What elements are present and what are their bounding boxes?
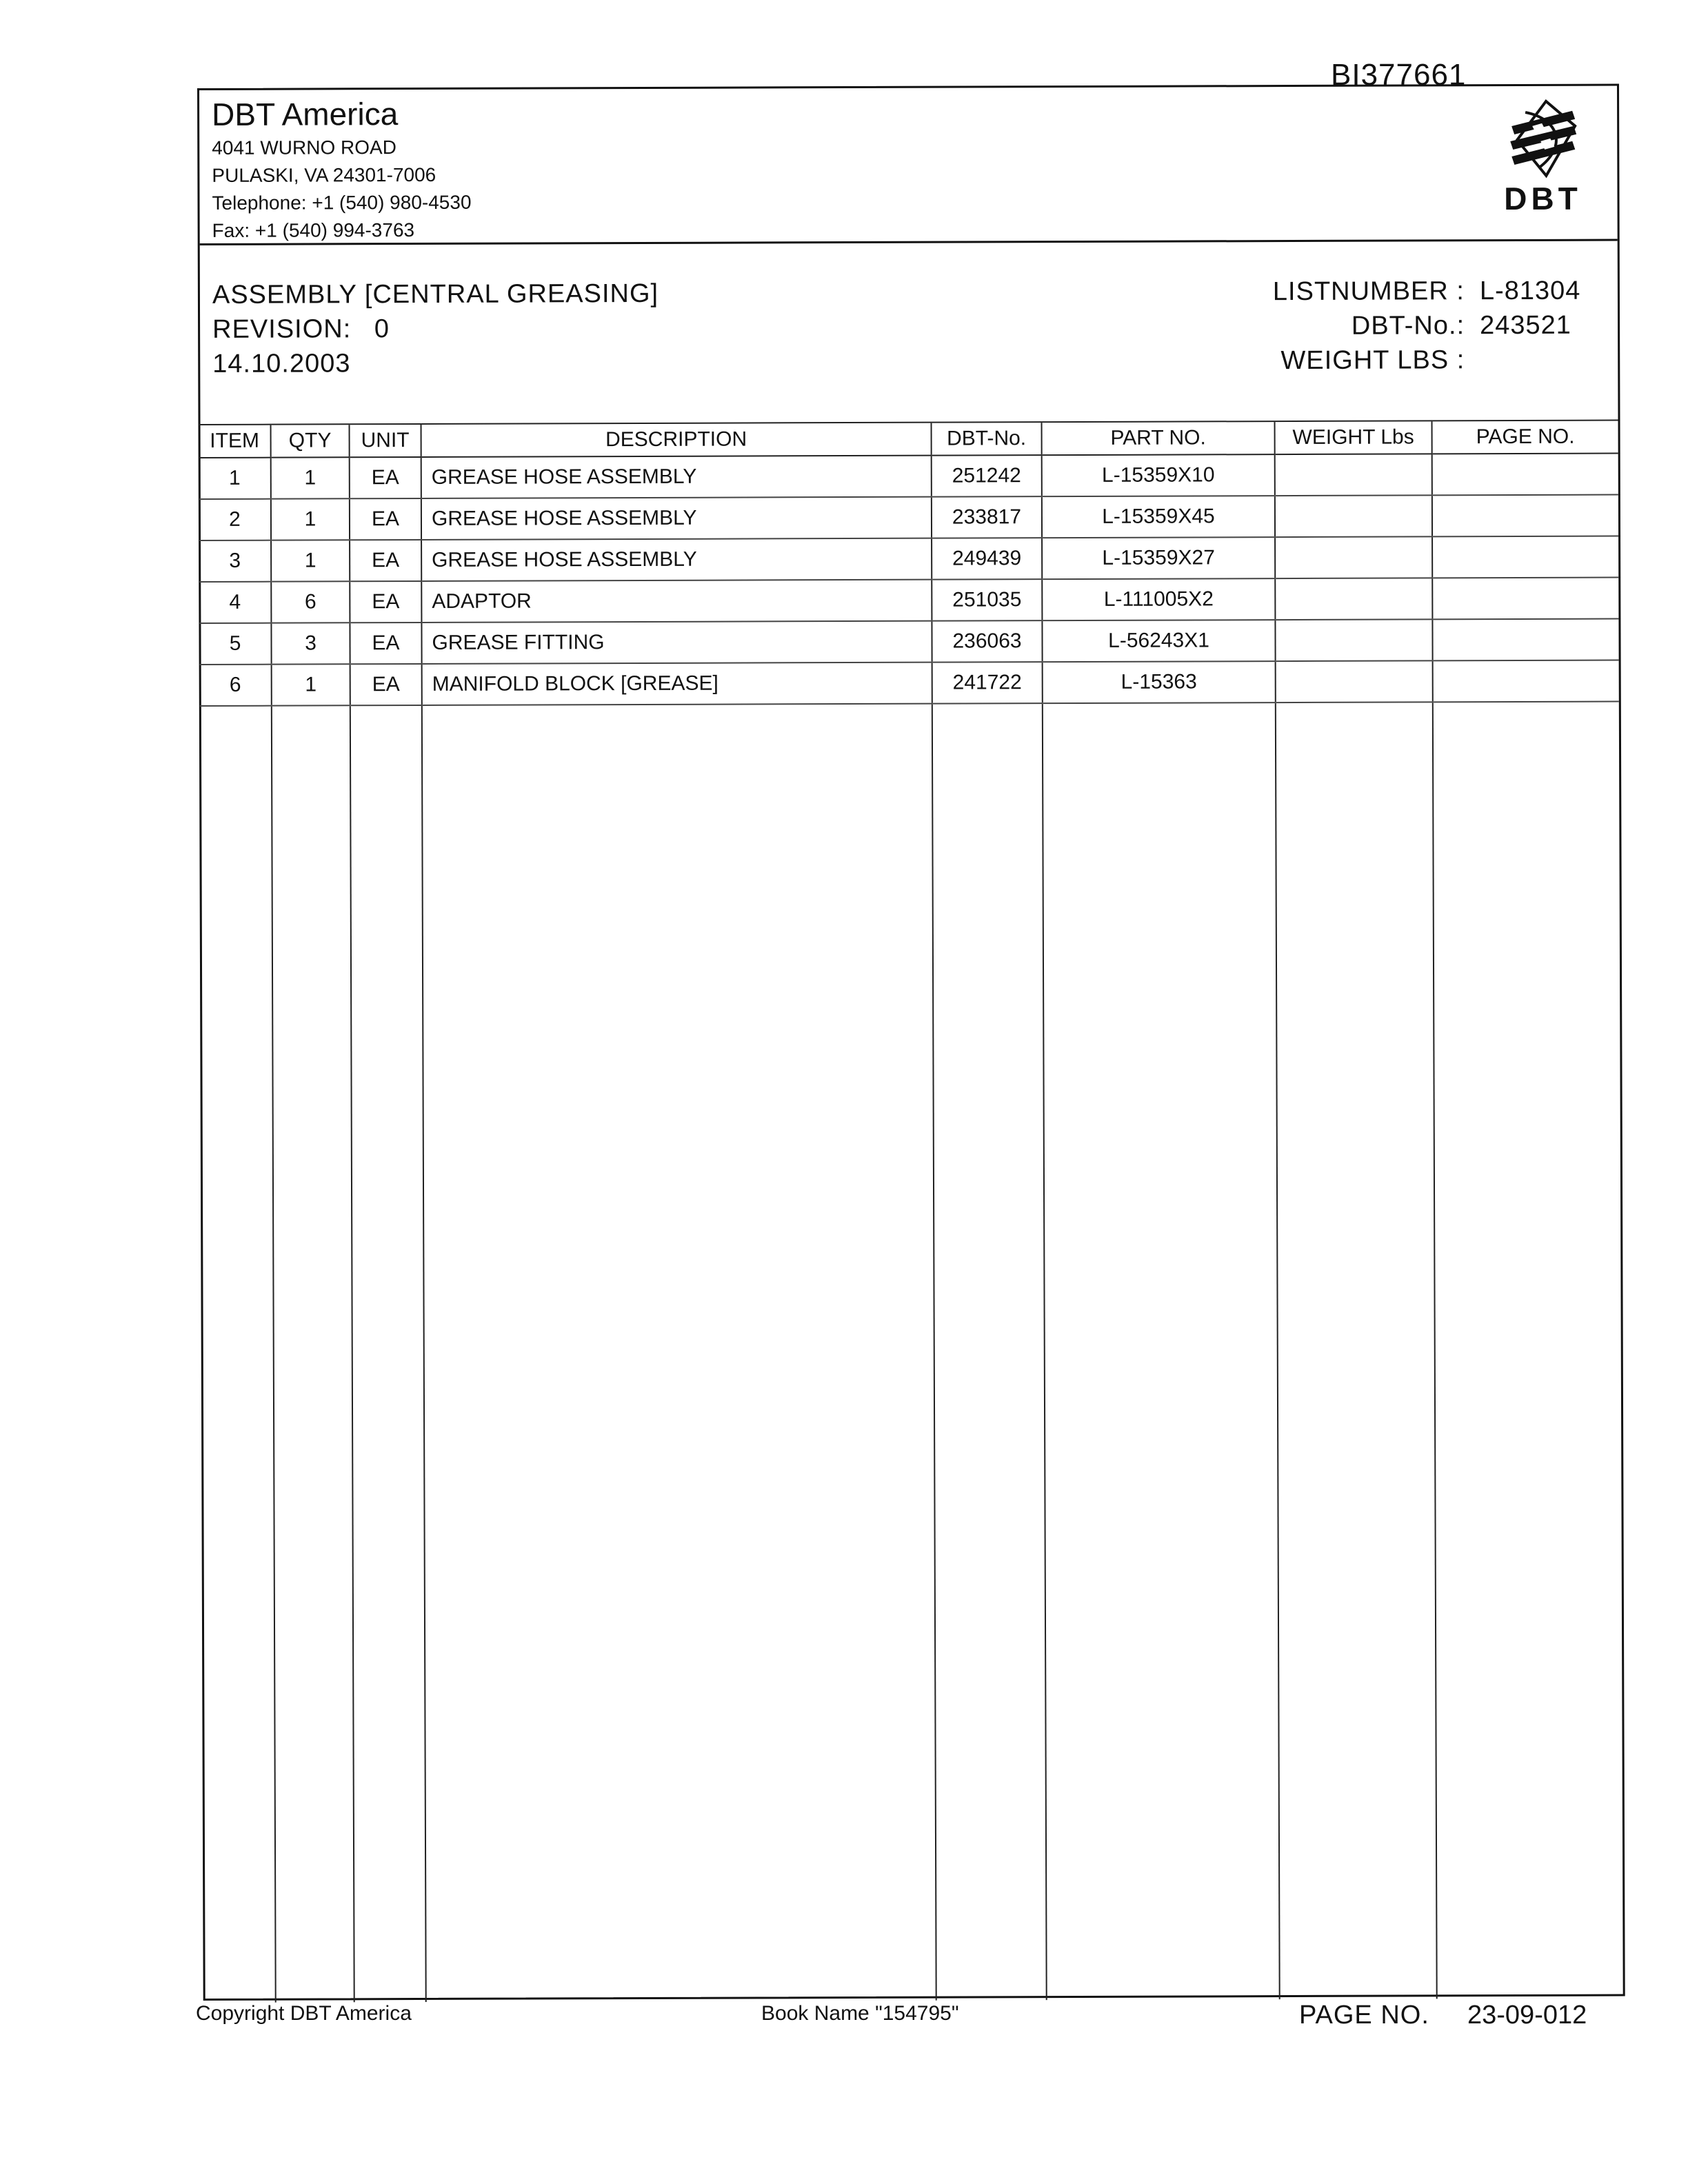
qty-cell: 6 [271,581,350,623]
weight-cell [1275,619,1432,661]
part-no-cell: L-15363 [1043,661,1276,703]
book-name: Book Name "154795" [761,2002,959,2025]
weight-value [1465,343,1597,378]
dbt-no-row [1273,308,1597,343]
empty-table-area [200,702,1623,2003]
description-cell: GREASE HOSE ASSEMBLY [421,456,932,498]
description-cell: GREASE HOSE ASSEMBLY [421,497,932,540]
page-number-label: PAGE NO. [1299,2001,1429,2030]
assembly-title: ASSEMBLY [CENTRAL GREASING] [212,279,659,310]
page-no-cell [1432,578,1618,620]
unit-cell: EA [350,498,421,540]
item-cell: 6 [200,665,272,706]
assembly-info [212,276,659,381]
revision-line [212,311,659,347]
qty-cell: 1 [271,457,350,498]
table-row [199,495,1618,540]
document-id: BI377661 [1331,58,1467,92]
dbt-no-value: 243521 [1480,310,1571,341]
listnumber-value: L-81304 [1479,276,1581,306]
page-no-cell [1432,495,1618,537]
revision-value: 0 [374,314,390,344]
weight-label: WEIGHT LBS : [1280,345,1465,376]
table-row [199,454,1618,499]
qty-cell: 1 [272,664,350,705]
page-no-cell [1432,536,1618,578]
part-no-cell: L-111005X2 [1042,578,1275,620]
address-line-1: 4041 WURNO ROAD [212,136,396,159]
weight-cell [1275,578,1432,620]
fax: Fax: +1 (540) 994-3763 [212,219,415,241]
qty-cell: 1 [271,540,350,581]
dbt-no-cell: 236063 [932,620,1042,663]
page-no-cell [1432,619,1618,661]
column-header-qty: QTY [271,424,350,457]
weight-row [1273,343,1597,378]
weight-cell [1275,454,1432,496]
item-cell: 5 [199,623,271,665]
item-cell: 1 [199,458,271,499]
table-row [200,660,1619,706]
table-row [199,536,1618,582]
part-no-cell: L-15359X45 [1042,496,1275,538]
telephone: Telephone: +1 (540) 980-4530 [212,191,472,214]
dbt-no-cell: 241722 [932,662,1043,704]
item-cell: 2 [199,499,271,540]
weight-cell [1275,495,1432,537]
qty-cell: 3 [271,623,350,664]
page-number-value: 23-09-012 [1467,2001,1587,2030]
description-cell: ADAPTOR [421,580,932,623]
unit-cell: EA [350,581,421,623]
parts-table [199,420,1623,2003]
description-cell: MANIFOLD BLOCK [GREASE] [422,663,932,705]
parts-list-sheet [197,84,1625,2001]
weight-cell [1276,660,1433,702]
description-cell: GREASE FITTING [421,621,932,664]
company-name: DBT America [212,96,399,132]
description-cell: GREASE HOSE ASSEMBLY [421,538,932,581]
dbt-logo-icon [1498,99,1587,181]
column-header-unit: UNIT [350,424,421,457]
item-cell: 3 [199,540,271,582]
dbt-no-cell: 251035 [932,579,1042,621]
table-row [199,578,1618,623]
column-header-description: DESCRIPTION [421,423,932,457]
listnumber-label: LISTNUMBER : [1272,276,1465,307]
list-info [1273,274,1598,378]
part-no-cell: L-15359X27 [1042,537,1275,579]
qty-cell: 1 [271,498,350,540]
part-no-cell: L-15359X10 [1042,454,1275,496]
table-header-row [199,421,1618,458]
copyright-text: Copyright DBT America [196,2002,412,2025]
dbt-no-cell: 251242 [932,455,1042,497]
dbt-no-label: DBT-No.: [1351,311,1465,341]
dbt-logo [1494,99,1591,217]
column-header-item: ITEM [199,425,271,458]
column-header-dbt-no: DBT-No. [932,422,1042,456]
column-header-part-no: PART NO. [1042,421,1275,455]
revision-label: REVISION: [212,314,352,344]
weight-cell [1275,536,1432,578]
logo-text: DBT [1504,180,1582,217]
address-line-2: PULASKI, VA 24301-7006 [212,163,436,186]
unit-cell: EA [350,457,421,498]
unit-cell: EA [350,540,421,581]
table-row [199,619,1618,665]
page-no-cell [1433,660,1619,702]
part-no-cell: L-56243X1 [1042,620,1275,662]
assembly-date: 14.10.2003 [212,349,351,378]
company-block [212,94,472,245]
unit-cell: EA [350,623,421,664]
dbt-no-cell: 249439 [932,538,1042,580]
unit-cell: EA [350,664,422,705]
dbt-no-cell: 233817 [932,496,1042,538]
item-cell: 4 [199,582,271,623]
column-header-weight: WEIGHT Lbs [1275,421,1432,454]
listnumber-row [1273,274,1597,309]
page-no-cell [1432,454,1618,496]
column-header-page-no: PAGE NO. [1432,421,1618,454]
